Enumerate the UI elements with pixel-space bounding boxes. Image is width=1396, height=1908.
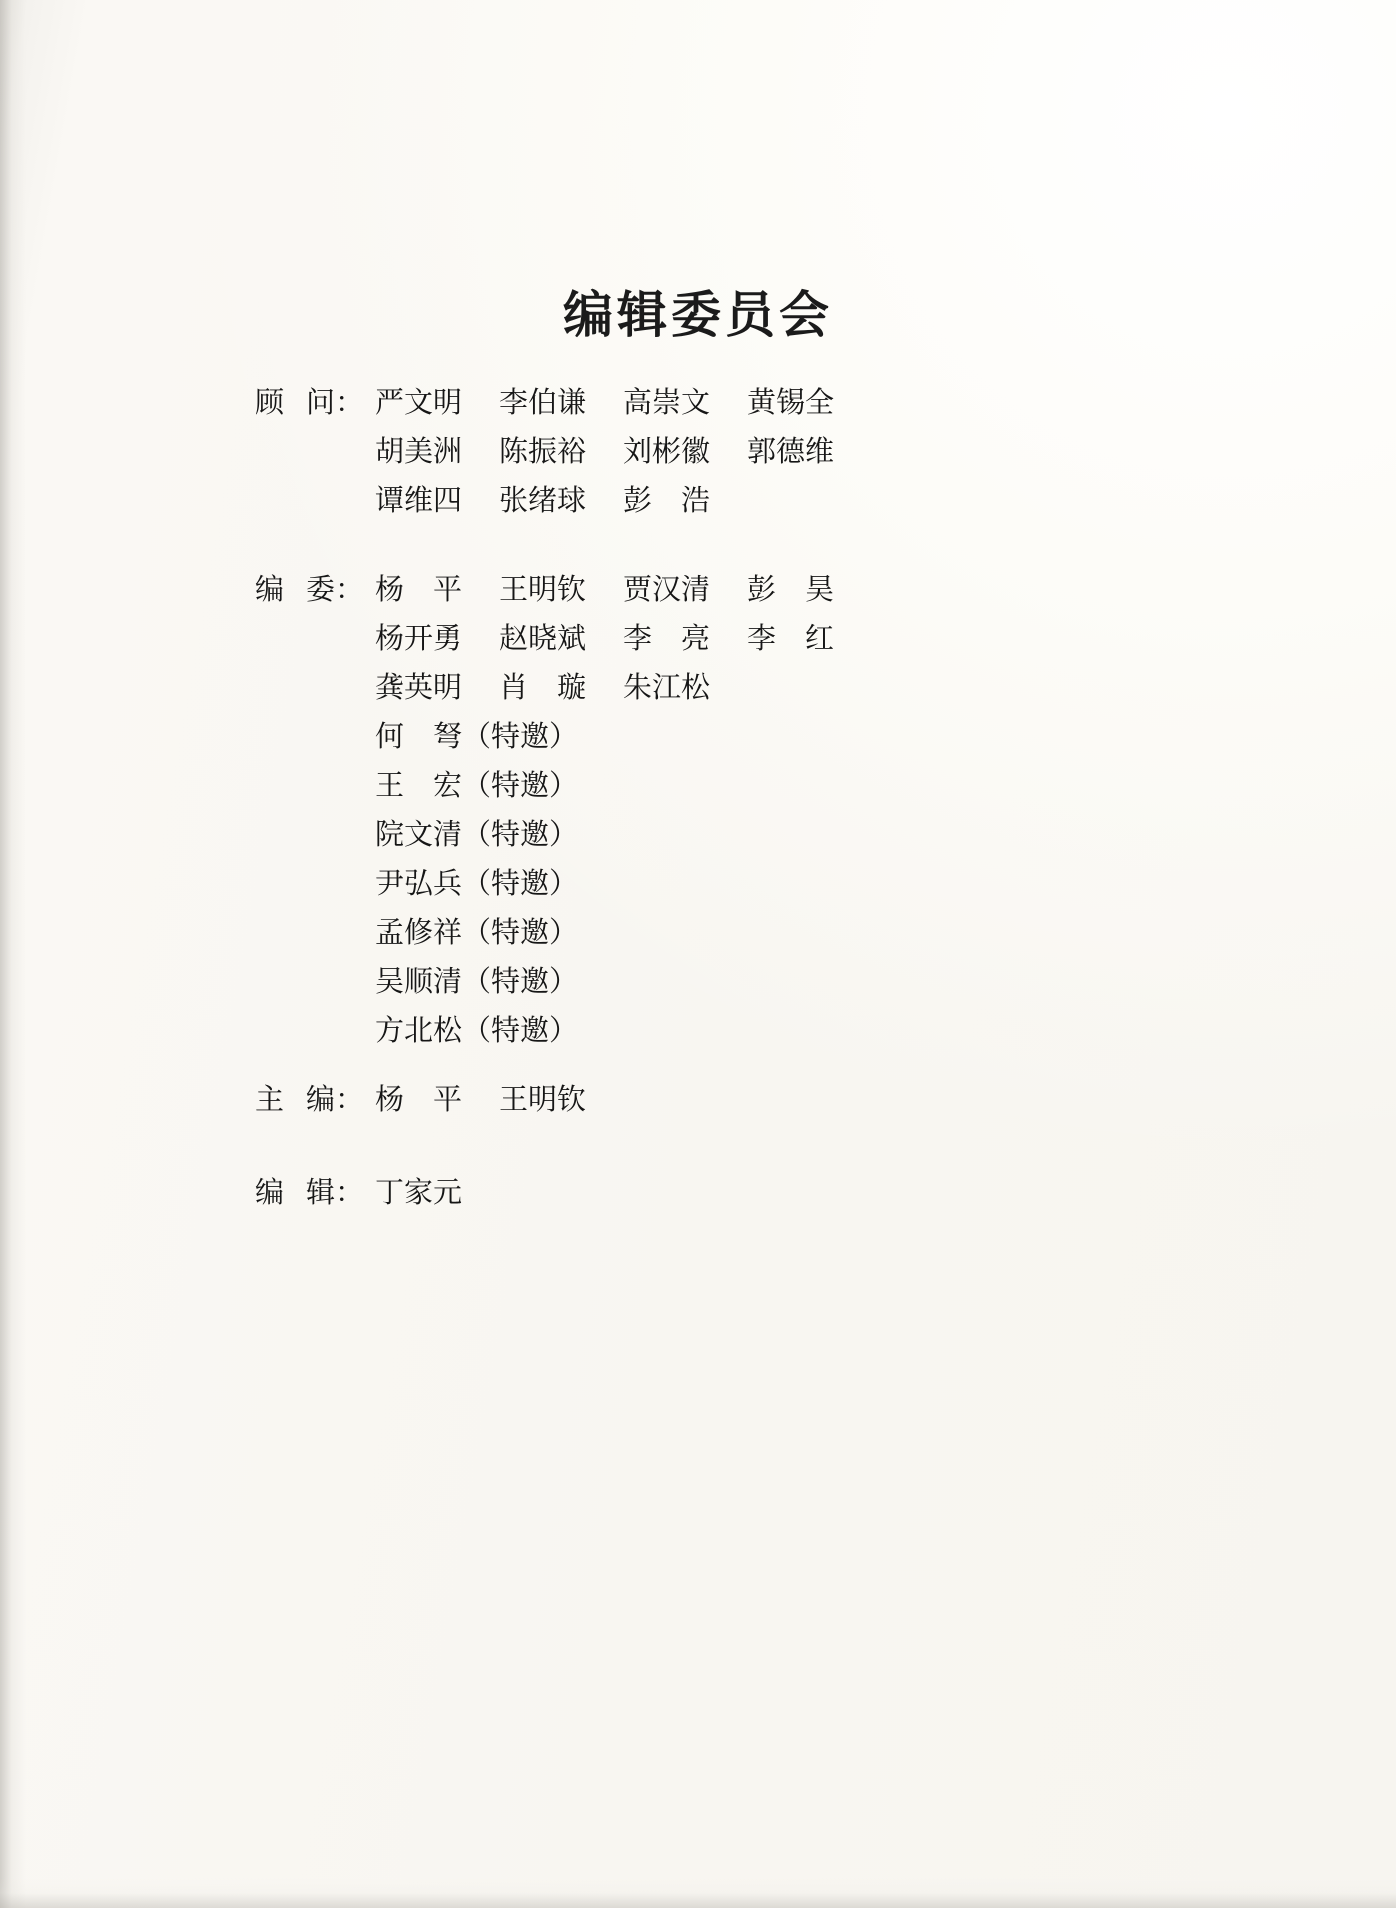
invited-member-row [255, 957, 1305, 1006]
advisors-row-3 [255, 476, 1305, 525]
invited-member-row [255, 859, 1305, 908]
advisor-name: 严文明 [375, 385, 463, 419]
advisor-name: 胡美洲 [375, 434, 463, 468]
advisor-name: 彭 浩 [623, 483, 711, 517]
chief-editor-name: 王明钦 [499, 1082, 587, 1116]
chief-editor-label: 主 编： [255, 1082, 365, 1116]
invited-member-names [375, 859, 1305, 908]
advisors-row-2 [255, 427, 1305, 476]
invited-member-name: 方北松（特邀） [375, 1013, 579, 1047]
editorial-board-row-1 [255, 565, 1305, 614]
advisor-name: 刘彬徽 [623, 434, 711, 468]
editorial-board-names-2 [375, 614, 1305, 663]
editorial-board-row-3 [255, 663, 1305, 712]
advisor-name: 黄锡全 [747, 385, 835, 419]
editorial-board-name: 彭 昊 [747, 572, 835, 606]
invited-member-row [255, 761, 1305, 810]
editorial-board-name: 王明钦 [499, 572, 587, 606]
advisor-name: 谭维四 [375, 483, 463, 517]
editorial-board-name: 杨 平 [375, 572, 463, 606]
editor-name: 丁家元 [375, 1175, 463, 1209]
invited-member-row [255, 1006, 1305, 1055]
invited-member-name: 孟修祥（特邀） [375, 915, 579, 949]
editorial-board-name: 李 红 [747, 621, 835, 655]
chief-editor-section [255, 1075, 1305, 1124]
invited-member-names [375, 1006, 1305, 1055]
advisor-name: 陈振裕 [499, 434, 587, 468]
advisors-names-3 [375, 476, 1305, 525]
invited-member-name: 尹弘兵（特邀） [375, 866, 579, 900]
invited-member-name: 吴顺清（特邀） [375, 964, 579, 998]
invited-member-name: 王 宏（特邀） [375, 768, 579, 802]
advisor-name: 郭德维 [747, 434, 835, 468]
page-title: 编辑委员会 [563, 285, 833, 344]
advisors-names-2 [375, 427, 1305, 476]
invited-member-names [375, 957, 1305, 1006]
advisors-row-1 [255, 378, 1305, 427]
editor-section [255, 1168, 1305, 1217]
editorial-board-name: 赵晓斌 [499, 621, 587, 655]
advisors-names-1 [375, 378, 1305, 427]
invited-member-row [255, 908, 1305, 957]
advisor-name: 高崇文 [623, 385, 711, 419]
editorial-board-name: 杨开勇 [375, 621, 463, 655]
advisors-label: 顾 问： [255, 385, 365, 419]
invited-member-names [375, 761, 1305, 810]
editorial-board-name: 龚英明 [375, 670, 463, 704]
advisor-name: 李伯谦 [499, 385, 587, 419]
chief-editor-names [375, 1075, 1305, 1124]
editorial-board-label: 编 委： [255, 572, 365, 606]
editorial-board-section [255, 565, 1305, 1055]
editorial-board-names-3 [375, 663, 1305, 712]
invited-member-row [255, 712, 1305, 761]
editorial-board-name: 肖 璇 [499, 670, 587, 704]
editor-row [255, 1168, 1305, 1217]
invited-member-name: 院文清（特邀） [375, 817, 579, 851]
editorial-board-row-2 [255, 614, 1305, 663]
editorial-board-name: 朱江松 [623, 670, 711, 704]
invited-member-names [375, 810, 1305, 859]
editor-names [375, 1168, 1305, 1217]
invited-member-name: 何 弩（特邀） [375, 719, 579, 753]
chief-editor-name: 杨 平 [375, 1082, 463, 1116]
advisor-name: 张绪球 [499, 483, 587, 517]
invited-member-row [255, 810, 1305, 859]
editorial-board-name: 贾汉清 [623, 572, 711, 606]
chief-editor-row [255, 1075, 1305, 1124]
editorial-board-names-1 [375, 565, 1305, 614]
advisors-section [255, 378, 1305, 525]
editorial-board-name: 李 亮 [623, 621, 711, 655]
editor-label: 编 辑： [255, 1175, 365, 1209]
invited-member-names [375, 908, 1305, 957]
invited-member-names [375, 712, 1305, 761]
